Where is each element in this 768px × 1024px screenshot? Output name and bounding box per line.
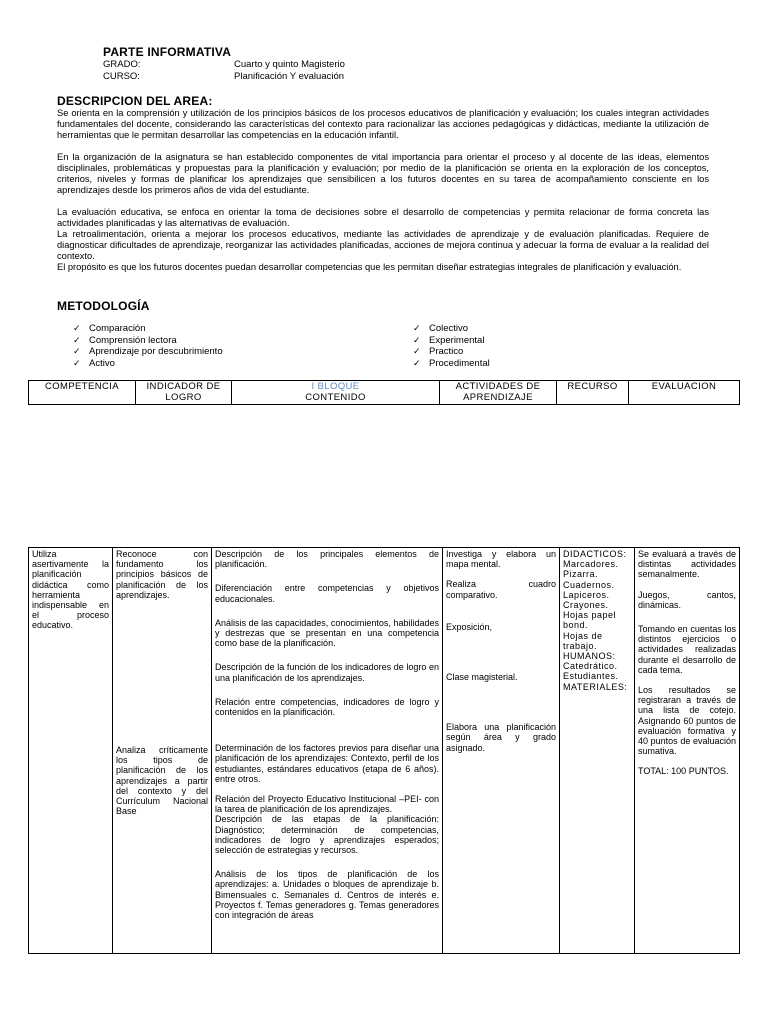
recurso-heading: DIDACTICOS: (563, 549, 627, 559)
list-item: ✓ Activo (73, 358, 223, 370)
header-evaluacion: EVALUACION (629, 381, 740, 405)
list-item: ✓ Colectivo (413, 323, 490, 335)
descripcion-paragraph: Se orienta en la comprensión y utilización de los principios básicos de los procesos educativos de planificación y evaluación; los cuales integran actividades fundamentales del docente, considerando las características del contexto para racionalizar las acciones pedagógicas y didácticas, mediante la utilización de herramientas que le permitan desarrollar las competencias en la educación infantil. (57, 108, 709, 140)
evaluacion-item: Tomando en cuentas los distintos ejercicios o actividades realizadas durante el desarrollo de cada tema. (638, 624, 736, 675)
planning-header-table (28, 380, 740, 405)
recurso-item: Lapiceros. (563, 589, 610, 600)
contenido-item: Descripción de la función de los indicadores de logro en una planificación de los aprendizajes. (215, 662, 439, 683)
header-actividades: ACTIVIDADES DE APRENDIZAJE (440, 381, 557, 405)
header-competencia: COMPETENCIA (29, 381, 136, 405)
planning-body-table (28, 547, 740, 954)
recurso-item: Crayones. (563, 600, 609, 611)
descripcion-paragraph: En la organización de la asignatura se han establecido componentes de vital importancia para orientar el proceso y al docente de las ideas, elementos disciplinales, problemáticas y propuestas para la planificación y evaluación; por medio de la planificación se orienta en la exploración de los conceptos, criterios, niveles y formas de planificar los aprendizajes que sensibilicen a los futuros docentes en su tarea de acompañamiento consciente en los aprendizajes desde los primeros años de vida del estudiante. (57, 152, 709, 195)
indicador-cell (113, 548, 212, 954)
curso-row (103, 71, 503, 82)
contenido-cell (212, 548, 443, 954)
contenido-item: Descripción de los principales elementos de planificación. (215, 549, 439, 570)
indicador-text: Analiza críticamente los tipos de planificación de los aprendizajes a partir del contexto y del Currículum Nacional Base (116, 745, 208, 817)
actividad-item: Clase magisterial. (446, 672, 518, 683)
evaluacion-item: TOTAL: 100 PUNTOS. (638, 766, 729, 777)
recurso-item: Cuadernos. (563, 579, 615, 590)
header-contenido: I BLOQUE CONTENIDO (232, 381, 440, 405)
contenido-item: Relación del Proyecto Educativo Institucional –PEI- con la tarea de planificación de los aprendizajes. (215, 794, 439, 815)
contenido-item: Descripción de las etapas de la planificación: Diagnóstico; determinación de competencias, indicadores de logro y aprendizajes esperados; selección de estrategias y recursos. (215, 814, 439, 856)
curso-label: CURSO: (103, 71, 140, 82)
metodologia-list-left (73, 323, 223, 369)
contenido-item: Diferenciación entre competencias y objetivos educacionales. (215, 583, 439, 604)
recurso-heading: MATERIALES: (563, 681, 628, 692)
section-title-descripcion: DESCRIPCION DEL AREA: (57, 94, 213, 108)
list-item: ✓ Comprensión lectora (73, 335, 223, 347)
descripcion-paragraph: La evaluación educativa, se enfoca en orientar la toma de decisiones sobre el desarrollo de competencias y permita relacionar de forma concreta las actividades planificadas y las alternativas de evaluación. (57, 207, 709, 228)
recurso-item: Hojas de trabajo. (563, 630, 603, 651)
actividades-cell (443, 548, 560, 954)
actividad-item: Exposición, (446, 621, 493, 632)
contenido-item: Determinación de los factores previos para diseñar una planificación de los aprendizajes: Contexto, perfil de los estudiantes, estándares educativos (etapa de 6 años). entre otros. (215, 743, 439, 784)
recurso-item: Hojas papel bond. (563, 610, 617, 631)
descripcion-body (57, 108, 709, 273)
list-item: ✓ Practico (413, 346, 490, 358)
list-item: ✓ Aprendizaje por descubrimiento (73, 346, 223, 358)
evaluacion-item: Se evaluará a través de distintas actividades semanalmente. (638, 549, 736, 580)
recurso-item: Marcadores. (563, 559, 619, 570)
contenido-item: Análisis de las capacidades, conocimientos, habilidades y destrezas que se presentan en una competencia como base de la planificación. (215, 617, 439, 649)
recurso-cell (560, 548, 635, 954)
grado-value: Cuarto y quinto Magisterio (234, 59, 345, 70)
evaluacion-item: Juegos, cantos, dinámicas. (638, 589, 736, 610)
list-item: ✓ Comparación (73, 323, 223, 335)
contenido-item: Relación entre competencias, indicadores de logro y contenidos en la planificación. (215, 696, 439, 718)
evaluacion-cell (635, 548, 740, 954)
curso-value: Planificación Y evaluación (234, 71, 345, 82)
descripcion-paragraph: La retroalimentación, orienta a mejorar los procesos educativos, mediante las actividades de aprendizaje y de evaluación planificadas. Requiere de diagnosticar dificultades de aprendizaje, reorganizar las actividades planificadas, acciones de mejora continua y adecuar la forma de evaluar a la realidad del contexto. (57, 229, 709, 261)
descripcion-paragraph: El propósito es que los futuros docentes puedan desarrollar competencias que les permitan diseñar estrategias integrales de planificación y evaluación. (57, 262, 682, 272)
section-title-parte-informativa: PARTE INFORMATIVA (103, 45, 232, 59)
header-indicador: INDICADOR DE LOGRO (136, 381, 232, 405)
list-item: ✓ Experimental (413, 335, 490, 347)
bloque-label: I BLOQUE (311, 381, 360, 392)
section-title-metodologia: METODOLOGÍA (57, 299, 150, 313)
recurso-item: Estudiantes. (563, 671, 619, 682)
actividad-item: Elabora una planificación según área y grado asignado. (446, 722, 556, 753)
grado-row (103, 59, 503, 70)
grado-label: GRADO: (103, 59, 141, 70)
contenido-item: Análisis de los tipos de planificación de los aprendizajes: a. Unidades o bloques de aprendizaje b. Bimensuales c. Semanales d. Centros de interés e. Proyectos f. Temas generadores g. Temas generadores con integración de áreas (215, 869, 439, 921)
metodologia-list-right (413, 323, 490, 369)
indicador-text: Reconoce con fundamento los principios básicos de planificación de los aprendizajes. (116, 549, 208, 600)
evaluacion-item: Los resultados se registraran a través de una lista de cotejo. Asignando 60 puntos de evaluación formativa y 40 puntos de evaluación sumativa. (638, 685, 736, 757)
recurso-item: Pizarra. (563, 569, 599, 580)
recurso-heading: HUMANOS: (563, 651, 616, 662)
actividad-item: Investiga y elabora un mapa mental. (446, 549, 556, 570)
header-recurso: RECURSO (557, 381, 629, 405)
competencia-text: Utiliza asertivamente la planificación didáctica como herramienta indispensable en el proceso educativo. (32, 549, 109, 631)
recurso-item: Catedrático. (563, 661, 618, 672)
list-item: ✓ Procedimental (413, 358, 490, 370)
competencia-cell (29, 548, 113, 954)
actividad-item: Realiza cuadro comparativo. (446, 579, 556, 600)
